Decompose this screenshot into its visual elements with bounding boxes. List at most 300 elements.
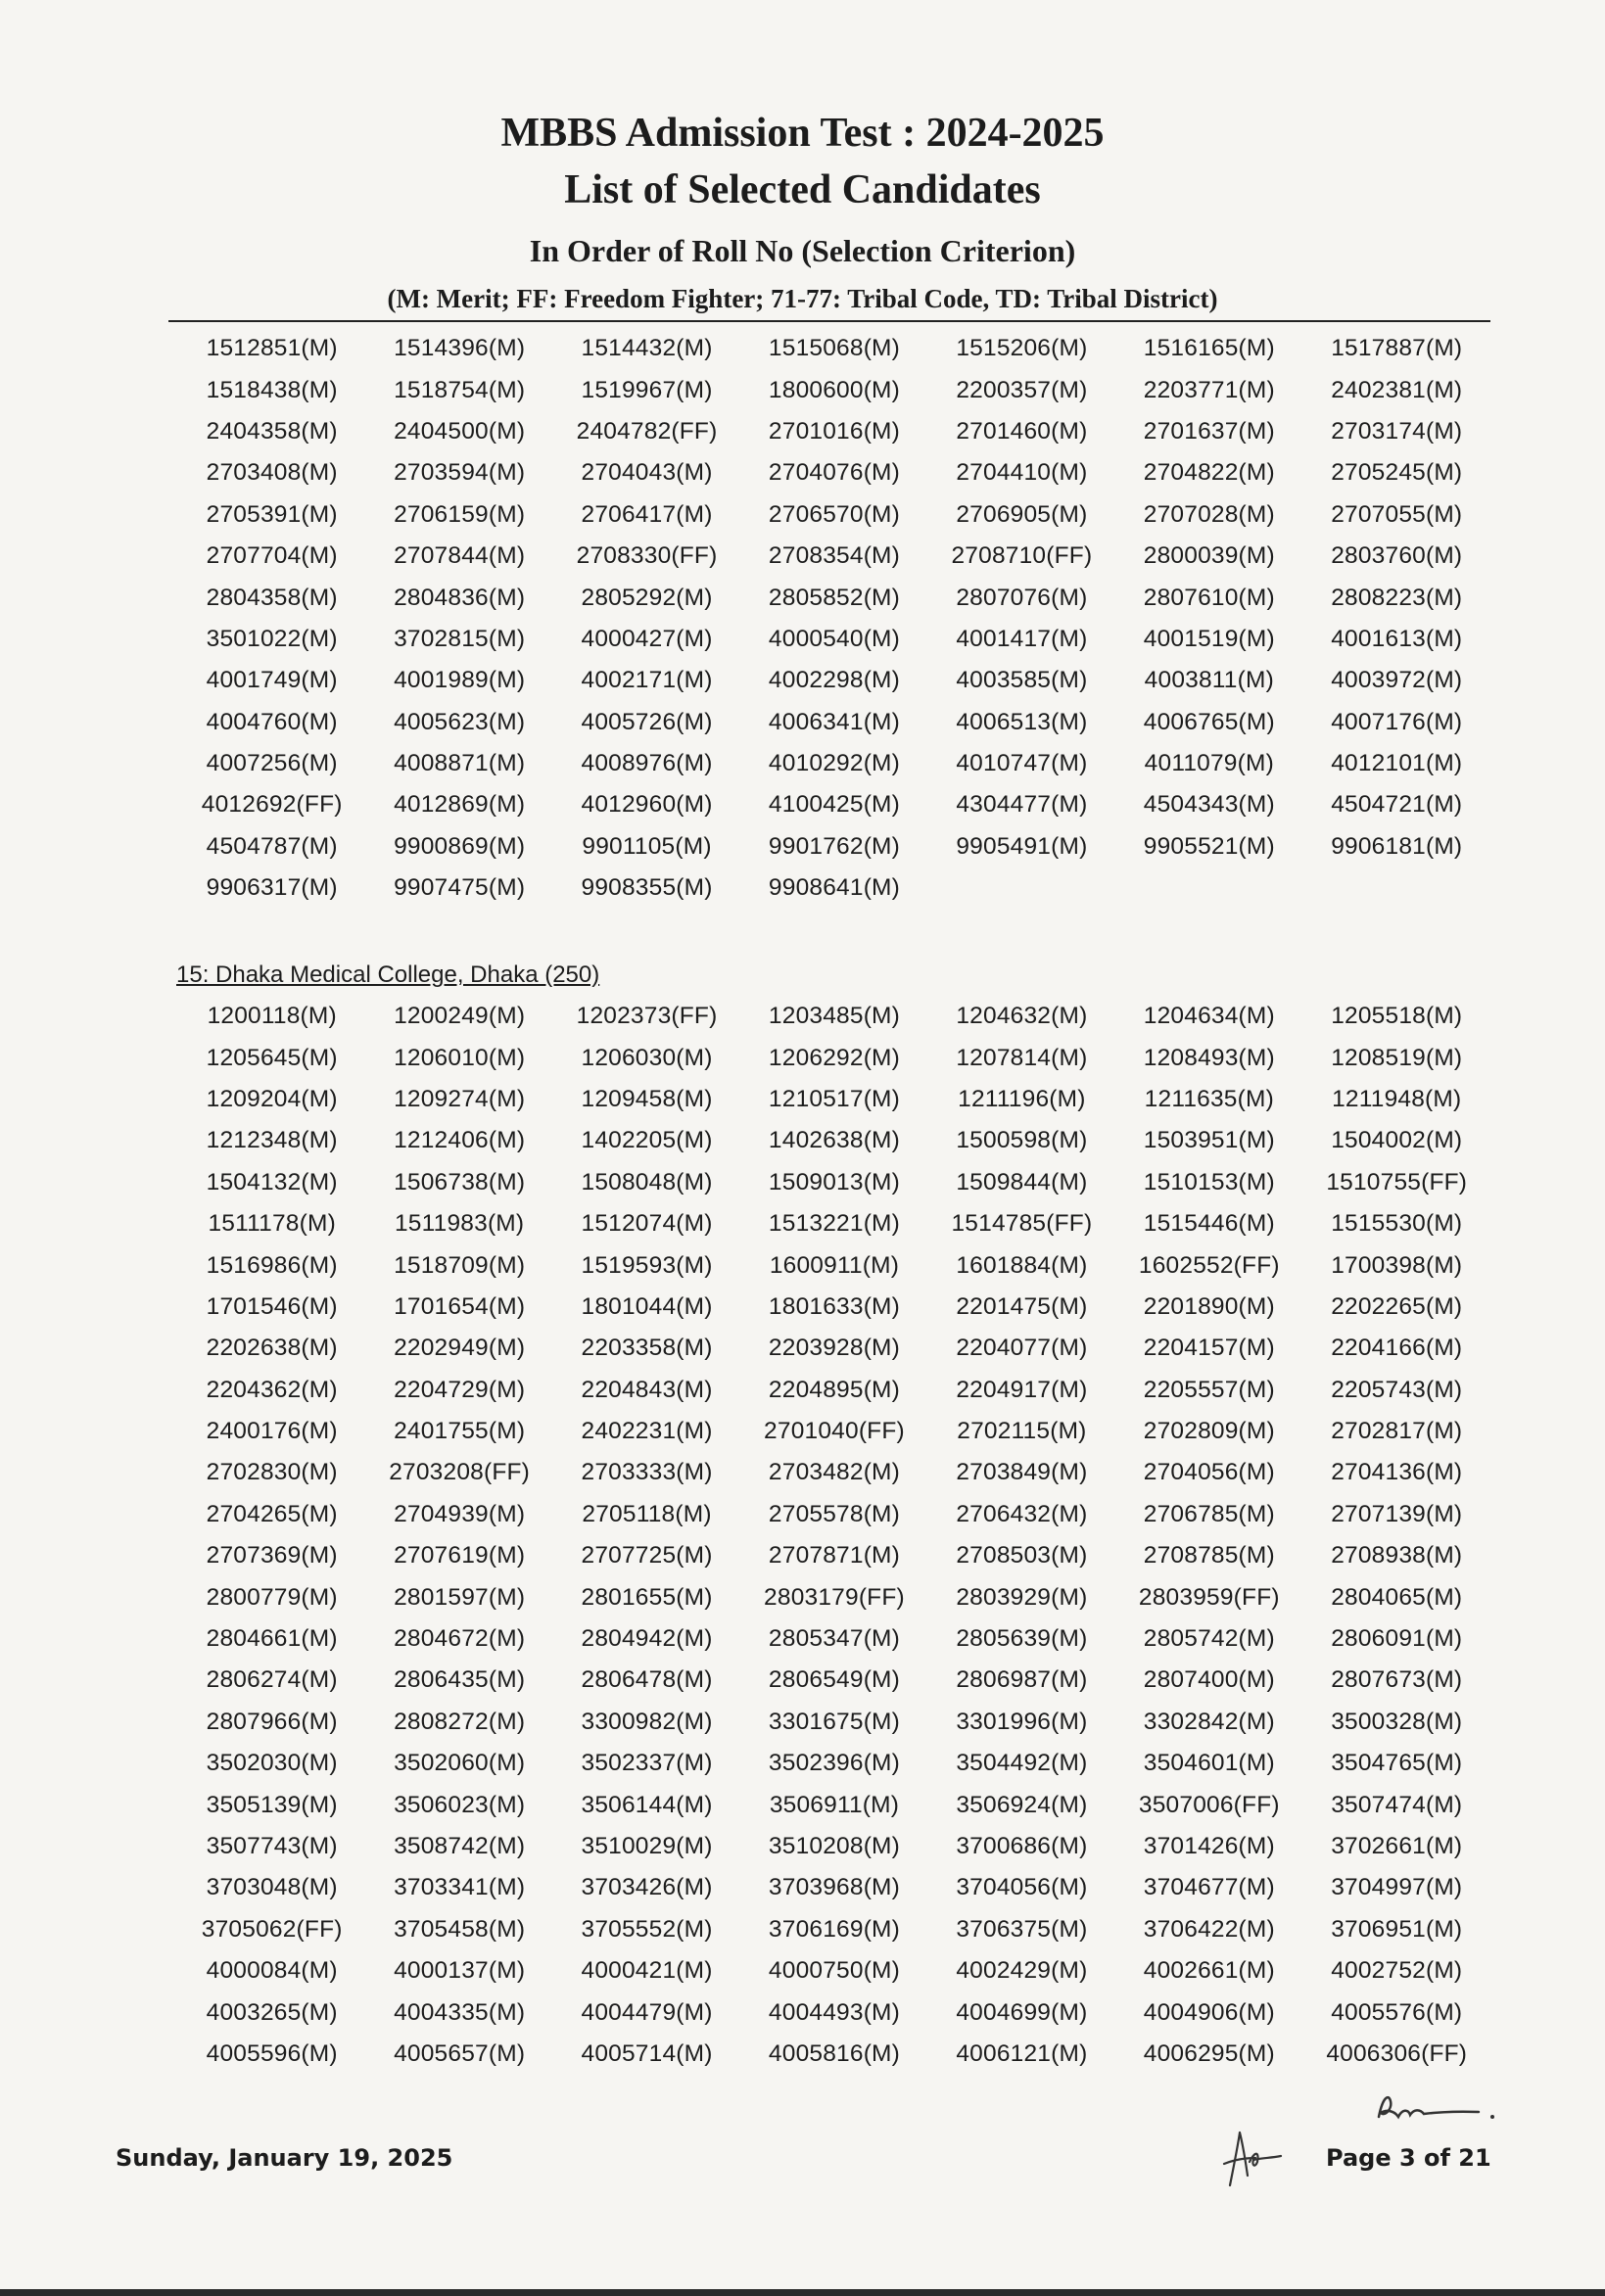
roll-cell: 2204157(M)	[1143, 1335, 1275, 1362]
roll-cell: 2804661(M)	[206, 1625, 338, 1653]
roll-cell: 2204843(M)	[581, 1376, 713, 1403]
roll-cell: 2805852(M)	[768, 584, 901, 611]
roll-cell: 9901762(M)	[768, 832, 901, 860]
roll-cell: 9905491(M)	[956, 832, 1088, 860]
roll-cell: 1801633(M)	[768, 1292, 901, 1320]
roll-cell: 2806549(M)	[768, 1666, 901, 1694]
roll-cell: 1210517(M)	[768, 1085, 901, 1112]
roll-cell: 3501022(M)	[206, 625, 338, 652]
roll-cell: 1205645(M)	[206, 1044, 338, 1071]
roll-cell: 1602552(FF)	[1138, 1251, 1280, 1279]
roll-cell: 2201890(M)	[1143, 1292, 1275, 1320]
footer-date: Sunday, January 19, 2025	[116, 2144, 453, 2172]
roll-cell: 2807076(M)	[956, 584, 1088, 611]
table-row	[178, 1576, 1490, 1617]
roll-cell: 4002661(M)	[1143, 1957, 1275, 1985]
roll-cell: 2704265(M)	[206, 1500, 338, 1527]
roll-cell: 1512074(M)	[581, 1210, 713, 1238]
roll-cell: 1402205(M)	[581, 1127, 713, 1154]
roll-cell: 3505139(M)	[206, 1791, 338, 1818]
roll-cell: 3510029(M)	[581, 1833, 713, 1859]
roll-cell: 3504492(M)	[956, 1750, 1088, 1777]
roll-cell: 2804672(M)	[394, 1625, 526, 1653]
roll-cell: 4006341(M)	[768, 708, 901, 735]
roll-cell: 1207814(M)	[956, 1044, 1088, 1071]
roll-cell: 4002429(M)	[956, 1957, 1088, 1985]
roll-cell: 3703048(M)	[206, 1874, 338, 1901]
table-row	[178, 826, 1490, 867]
roll-cell: 1206292(M)	[768, 1044, 901, 1071]
roll-cell: 2204166(M)	[1331, 1335, 1463, 1362]
table-row	[178, 1370, 1490, 1411]
roll-cell: 2703174(M)	[1331, 417, 1463, 445]
roll-cell: 2805639(M)	[956, 1625, 1088, 1653]
roll-cell: 1600911(M)	[769, 1251, 900, 1279]
roll-cell: 1211196(M)	[958, 1085, 1086, 1112]
table-row	[178, 328, 1490, 369]
roll-cell: 3701426(M)	[1143, 1833, 1275, 1859]
table-row	[178, 1535, 1490, 1576]
roll-cell: 3705458(M)	[394, 1915, 526, 1943]
roll-cell: 1211635(M)	[1144, 1085, 1274, 1112]
roll-cell: 1200118(M)	[207, 1003, 337, 1030]
roll-cell: 4004906(M)	[1143, 1998, 1275, 2026]
roll-cell: 3302842(M)	[1143, 1708, 1275, 1735]
roll-cell: 1503951(M)	[1143, 1127, 1275, 1154]
roll-cell: 4005576(M)	[1331, 1998, 1463, 2026]
table-row	[178, 536, 1490, 577]
roll-cell: 4000137(M)	[394, 1957, 526, 1985]
roll-cell: 4007256(M)	[206, 750, 338, 777]
roll-cell: 2805742(M)	[1143, 1625, 1275, 1653]
roll-cell: 2807673(M)	[1331, 1666, 1463, 1694]
roll-cell: 2801655(M)	[581, 1583, 713, 1611]
roll-cell: 2704939(M)	[394, 1500, 526, 1527]
roll-cell: 2706159(M)	[394, 500, 526, 528]
roll-cell: 2806091(M)	[1331, 1625, 1463, 1653]
roll-cell: 9908355(M)	[581, 874, 713, 902]
roll-cell: 1701546(M)	[206, 1292, 338, 1320]
table-row	[178, 619, 1490, 660]
roll-cell: 4005596(M)	[206, 2039, 338, 2067]
roll-cell: 2704136(M)	[1331, 1459, 1463, 1486]
roll-cell: 4003811(M)	[1144, 667, 1274, 694]
roll-cell: 1504132(M)	[206, 1168, 338, 1195]
roll-cell: 1519593(M)	[581, 1251, 713, 1279]
roll-cell: 2702817(M)	[1331, 1418, 1463, 1445]
roll-cell: 2806435(M)	[394, 1666, 526, 1694]
roll-cell: 1519967(M)	[581, 376, 713, 403]
roll-cell: 1515530(M)	[1331, 1210, 1463, 1238]
roll-cell: 4004335(M)	[394, 1998, 526, 2026]
roll-cell: 4504721(M)	[1331, 791, 1463, 819]
roll-cell: 2703482(M)	[768, 1459, 901, 1486]
roll-cell: 3500328(M)	[1331, 1708, 1463, 1735]
table-row	[178, 1120, 1490, 1161]
table-row	[178, 1991, 1490, 2033]
roll-table-continued	[178, 328, 1490, 909]
roll-cell: 1601884(M)	[956, 1251, 1088, 1279]
roll-cell: 4001519(M)	[1143, 625, 1275, 652]
roll-cell: 1518754(M)	[394, 376, 526, 403]
roll-cell: 2205743(M)	[1331, 1376, 1463, 1403]
legend-line: (M: Merit; FF: Freedom Fighter; 71-77: Tribal Code, TD: Tribal District)	[387, 284, 1218, 313]
roll-cell: 4012869(M)	[394, 791, 526, 819]
table-row	[178, 411, 1490, 452]
roll-cell: 3506023(M)	[394, 1791, 526, 1818]
roll-cell: 9905521(M)	[1143, 832, 1275, 860]
table-row	[178, 1660, 1490, 1701]
roll-cell: 2204917(M)	[956, 1376, 1088, 1403]
roll-cell: 3510208(M)	[768, 1833, 901, 1859]
roll-cell: 2202949(M)	[394, 1335, 526, 1362]
table-row	[178, 1079, 1490, 1120]
roll-cell: 2803929(M)	[956, 1583, 1088, 1611]
roll-cell: 1701654(M)	[394, 1292, 526, 1320]
table-row	[178, 369, 1490, 410]
roll-cell: 2400176(M)	[206, 1418, 338, 1445]
roll-cell: 3507474(M)	[1331, 1791, 1463, 1818]
table-row	[178, 867, 1490, 909]
roll-cell: 2708330(FF)	[576, 542, 718, 570]
table-row	[178, 1950, 1490, 1991]
roll-cell: 4504343(M)	[1143, 791, 1275, 819]
roll-cell: 3502060(M)	[394, 1750, 526, 1777]
roll-table-dhaka-medical	[178, 996, 1490, 2075]
roll-cell: 2706417(M)	[581, 500, 713, 528]
roll-cell: 1516986(M)	[206, 1251, 338, 1279]
roll-cell: 4003972(M)	[1331, 667, 1463, 694]
roll-cell: 3704056(M)	[956, 1874, 1088, 1901]
roll-cell: 2703849(M)	[956, 1459, 1088, 1486]
roll-cell: 4006295(M)	[1143, 2039, 1275, 2067]
table-row	[178, 1618, 1490, 1660]
roll-cell: 1204632(M)	[956, 1003, 1088, 1030]
roll-cell: 1500598(M)	[956, 1127, 1088, 1154]
roll-cell: 3705062(FF)	[201, 1915, 343, 1943]
roll-cell: 4001989(M)	[394, 667, 526, 694]
roll-cell: 3702661(M)	[1331, 1833, 1463, 1859]
roll-cell: 2807400(M)	[1143, 1666, 1275, 1694]
roll-cell: 1402638(M)	[768, 1127, 901, 1154]
roll-cell: 1209458(M)	[581, 1085, 713, 1112]
roll-cell: 1515446(M)	[1143, 1210, 1275, 1238]
roll-cell: 4001749(M)	[206, 667, 338, 694]
roll-cell: 4004760(M)	[206, 708, 338, 735]
roll-cell: 2707055(M)	[1331, 500, 1463, 528]
roll-cell: 2805292(M)	[581, 584, 713, 611]
roll-cell: 2704043(M)	[581, 459, 713, 487]
roll-cell: 2804065(M)	[1331, 1583, 1463, 1611]
roll-cell: 2705391(M)	[206, 500, 338, 528]
roll-cell: 1518709(M)	[394, 1251, 526, 1279]
roll-cell: 4504787(M)	[206, 832, 338, 860]
roll-cell: 2708938(M)	[1331, 1542, 1463, 1570]
roll-cell: 2706570(M)	[768, 500, 901, 528]
roll-cell: 4004479(M)	[581, 1998, 713, 2026]
roll-cell: 1209204(M)	[206, 1085, 338, 1112]
roll-cell: 2707619(M)	[394, 1542, 526, 1570]
roll-cell: 2803760(M)	[1331, 542, 1463, 570]
roll-cell: 1509013(M)	[768, 1168, 901, 1195]
roll-cell: 2402381(M)	[1331, 376, 1463, 403]
roll-cell: 4000421(M)	[581, 1957, 713, 1985]
roll-cell: 9901105(M)	[582, 832, 712, 860]
table-row	[178, 2034, 1490, 2075]
roll-cell: 2706905(M)	[956, 500, 1088, 528]
roll-cell: 1510153(M)	[1143, 1168, 1275, 1195]
roll-cell: 2807966(M)	[206, 1708, 338, 1735]
roll-cell: 2708710(FF)	[951, 542, 1093, 570]
roll-cell: 3704997(M)	[1331, 1874, 1463, 1901]
roll-cell: 9906181(M)	[1331, 832, 1463, 860]
roll-cell: 9908641(M)	[768, 874, 901, 902]
roll-cell: 9907475(M)	[394, 874, 526, 902]
roll-cell: 1511178(M)	[208, 1210, 336, 1238]
roll-cell: 2708354(M)	[768, 542, 901, 570]
roll-cell: 1517887(M)	[1331, 335, 1463, 362]
college-heading: 15: Dhaka Medical College, Dhaka (250)	[176, 961, 600, 988]
roll-cell: 1203485(M)	[768, 1003, 901, 1030]
roll-cell: 4010292(M)	[768, 750, 901, 777]
table-row	[178, 1909, 1490, 1950]
roll-cell: 2703333(M)	[581, 1459, 713, 1486]
table-row	[178, 1411, 1490, 1452]
roll-cell: 2804836(M)	[394, 584, 526, 611]
roll-cell: 3300982(M)	[581, 1708, 713, 1735]
roll-cell: 2703208(FF)	[389, 1459, 531, 1486]
table-row	[178, 784, 1490, 825]
roll-cell: 2404358(M)	[206, 417, 338, 445]
roll-cell: 4001613(M)	[1331, 625, 1463, 652]
roll-cell: 3508742(M)	[394, 1833, 526, 1859]
roll-cell: 2703594(M)	[394, 459, 526, 487]
roll-cell: 2202265(M)	[1331, 1292, 1463, 1320]
roll-cell: 3507743(M)	[206, 1833, 338, 1859]
roll-cell: 4004699(M)	[956, 1998, 1088, 2026]
roll-cell: 1202373(FF)	[576, 1003, 718, 1030]
roll-cell: 4004493(M)	[768, 1998, 901, 2026]
roll-cell: 3504601(M)	[1143, 1750, 1275, 1777]
roll-cell: 3704677(M)	[1143, 1874, 1275, 1901]
roll-cell: 1206030(M)	[581, 1044, 713, 1071]
table-row	[178, 577, 1490, 618]
roll-cell: 1212348(M)	[206, 1127, 338, 1154]
table-row	[178, 1328, 1490, 1369]
roll-cell: 4006121(M)	[956, 2039, 1088, 2067]
roll-cell: 3703426(M)	[581, 1874, 713, 1901]
page-title: MBBS Admission Test : 2024-2025	[500, 111, 1105, 156]
roll-cell: 4005623(M)	[394, 708, 526, 735]
table-row	[178, 1244, 1490, 1286]
roll-cell: 2801597(M)	[394, 1583, 526, 1611]
roll-cell: 1204634(M)	[1143, 1003, 1275, 1030]
roll-cell: 1209274(M)	[394, 1085, 526, 1112]
roll-cell: 2701016(M)	[768, 417, 901, 445]
table-row	[178, 743, 1490, 784]
roll-cell: 2204729(M)	[394, 1376, 526, 1403]
roll-cell: 2806274(M)	[206, 1666, 338, 1694]
roll-cell: 2704076(M)	[768, 459, 901, 487]
roll-cell: 2707844(M)	[394, 542, 526, 570]
roll-cell: 4100425(M)	[768, 791, 901, 819]
roll-cell: 2702809(M)	[1143, 1418, 1275, 1445]
roll-cell: 1212406(M)	[394, 1127, 526, 1154]
roll-cell: 4012101(M)	[1331, 750, 1463, 777]
roll-cell: 4006306(FF)	[1326, 2039, 1468, 2067]
roll-cell: 3301996(M)	[956, 1708, 1088, 1735]
roll-cell: 1508048(M)	[581, 1168, 713, 1195]
roll-cell: 4011079(M)	[1144, 750, 1274, 777]
roll-cell: 1513221(M)	[768, 1210, 901, 1238]
roll-cell: 2804942(M)	[581, 1625, 713, 1653]
table-row	[178, 1203, 1490, 1244]
roll-cell: 1801044(M)	[581, 1292, 713, 1320]
roll-cell: 1208493(M)	[1143, 1044, 1275, 1071]
roll-cell: 1208519(M)	[1331, 1044, 1463, 1071]
table-row	[178, 1867, 1490, 1908]
roll-cell: 4000084(M)	[206, 1957, 338, 1985]
roll-cell: 4002752(M)	[1331, 1957, 1463, 1985]
roll-cell: 2200357(M)	[956, 376, 1088, 403]
roll-cell: 1800600(M)	[768, 376, 901, 403]
roll-cell: 2806478(M)	[581, 1666, 713, 1694]
roll-cell: 2402231(M)	[581, 1418, 713, 1445]
table-row	[178, 660, 1490, 701]
roll-cell: 1515068(M)	[768, 335, 901, 362]
roll-cell: 2807610(M)	[1143, 584, 1275, 611]
page-number: Page 3 of 21	[1326, 2144, 1491, 2172]
roll-cell: 4007176(M)	[1331, 708, 1463, 735]
roll-cell: 1506738(M)	[394, 1168, 526, 1195]
roll-cell: 4002298(M)	[768, 667, 901, 694]
roll-cell: 1511983(M)	[394, 1210, 525, 1238]
roll-cell: 1206010(M)	[394, 1044, 526, 1071]
roll-cell: 3506924(M)	[956, 1791, 1088, 1818]
roll-cell: 2704410(M)	[956, 459, 1088, 487]
roll-cell: 3502396(M)	[768, 1750, 901, 1777]
roll-cell: 4000540(M)	[768, 625, 901, 652]
roll-cell: 2704056(M)	[1143, 1459, 1275, 1486]
roll-cell: 2203358(M)	[581, 1335, 713, 1362]
roll-cell: 1514785(FF)	[951, 1210, 1093, 1238]
table-row	[178, 494, 1490, 536]
order-heading: In Order of Roll No (Selection Criterion)	[529, 233, 1076, 268]
table-row	[178, 1494, 1490, 1535]
roll-cell: 1200249(M)	[394, 1003, 526, 1030]
roll-cell: 3703968(M)	[768, 1874, 901, 1901]
roll-cell: 2702830(M)	[206, 1459, 338, 1486]
roll-cell: 2705578(M)	[768, 1500, 901, 1527]
table-row	[178, 1452, 1490, 1493]
roll-cell: 1510755(FF)	[1326, 1168, 1468, 1195]
roll-cell: 1512851(M)	[206, 335, 338, 362]
roll-cell: 2707139(M)	[1331, 1500, 1463, 1527]
roll-cell: 3705552(M)	[581, 1915, 713, 1943]
roll-cell: 1700398(M)	[1331, 1251, 1463, 1279]
roll-cell: 2708785(M)	[1143, 1542, 1275, 1570]
roll-cell: 2701460(M)	[956, 417, 1088, 445]
roll-cell: 2707028(M)	[1143, 500, 1275, 528]
page-subtitle: List of Selected Candidates	[564, 167, 1041, 212]
roll-cell: 2404500(M)	[394, 417, 526, 445]
roll-cell: 3506911(M)	[769, 1791, 900, 1818]
roll-cell: 2701040(FF)	[764, 1418, 905, 1445]
roll-cell: 1504002(M)	[1331, 1127, 1463, 1154]
roll-cell: 3706375(M)	[956, 1915, 1088, 1943]
table-row	[178, 996, 1490, 1037]
roll-cell: 3706422(M)	[1143, 1915, 1275, 1943]
roll-cell: 4005816(M)	[768, 2039, 901, 2067]
roll-cell: 4005726(M)	[581, 708, 713, 735]
table-row	[178, 1287, 1490, 1328]
roll-cell: 1518438(M)	[206, 376, 338, 403]
roll-cell: 3504765(M)	[1331, 1750, 1463, 1777]
table-row	[178, 1826, 1490, 1867]
roll-cell: 3506144(M)	[581, 1791, 713, 1818]
signature-initials-bottom	[1201, 2119, 1298, 2191]
roll-cell: 2404782(FF)	[576, 417, 718, 445]
roll-cell: 4012692(FF)	[201, 791, 343, 819]
roll-cell: 9906317(M)	[206, 874, 338, 902]
roll-cell: 4008976(M)	[581, 750, 713, 777]
roll-cell: 2803959(FF)	[1138, 1583, 1280, 1611]
roll-cell: 4002171(M)	[581, 667, 713, 694]
roll-cell: 4005657(M)	[394, 2039, 526, 2067]
roll-cell: 2703408(M)	[206, 459, 338, 487]
roll-cell: 2205557(M)	[1143, 1376, 1275, 1403]
roll-cell: 4000750(M)	[768, 1957, 901, 1985]
header-divider	[168, 320, 1490, 322]
roll-cell: 2203771(M)	[1143, 376, 1275, 403]
roll-cell: 2707704(M)	[206, 542, 338, 570]
roll-cell: 2705245(M)	[1331, 459, 1463, 487]
roll-cell: 4304477(M)	[956, 791, 1088, 819]
roll-cell: 4006765(M)	[1143, 708, 1275, 735]
scan-edge	[0, 2289, 1605, 2296]
roll-cell: 2803179(FF)	[764, 1583, 905, 1611]
table-row	[178, 1702, 1490, 1743]
roll-cell: 2707725(M)	[581, 1542, 713, 1570]
roll-cell: 4003265(M)	[206, 1998, 338, 2026]
table-row	[178, 452, 1490, 493]
roll-cell: 3502030(M)	[206, 1750, 338, 1777]
roll-cell: 3702815(M)	[394, 625, 526, 652]
signature-initials-top	[1373, 2087, 1500, 2131]
roll-cell: 2806987(M)	[956, 1666, 1088, 1694]
roll-cell: 4012960(M)	[581, 791, 713, 819]
roll-cell: 2704822(M)	[1143, 459, 1275, 487]
table-row	[178, 1743, 1490, 1784]
roll-cell: 2800039(M)	[1143, 542, 1275, 570]
roll-cell: 4001417(M)	[956, 625, 1088, 652]
roll-cell: 2204077(M)	[956, 1335, 1088, 1362]
roll-cell: 9900869(M)	[394, 832, 526, 860]
table-row	[178, 702, 1490, 743]
roll-cell: 2203928(M)	[768, 1335, 901, 1362]
roll-cell: 1211948(M)	[1332, 1085, 1462, 1112]
table-row	[178, 1037, 1490, 1078]
roll-cell: 3301675(M)	[768, 1708, 901, 1735]
roll-cell: 2201475(M)	[956, 1292, 1088, 1320]
roll-cell: 2706432(M)	[956, 1500, 1088, 1527]
roll-cell: 1514432(M)	[581, 335, 713, 362]
roll-cell: 4000427(M)	[581, 625, 713, 652]
table-row	[178, 1784, 1490, 1825]
roll-cell: 2707369(M)	[206, 1542, 338, 1570]
roll-cell: 2401755(M)	[394, 1418, 526, 1445]
roll-cell: 2204362(M)	[206, 1376, 338, 1403]
